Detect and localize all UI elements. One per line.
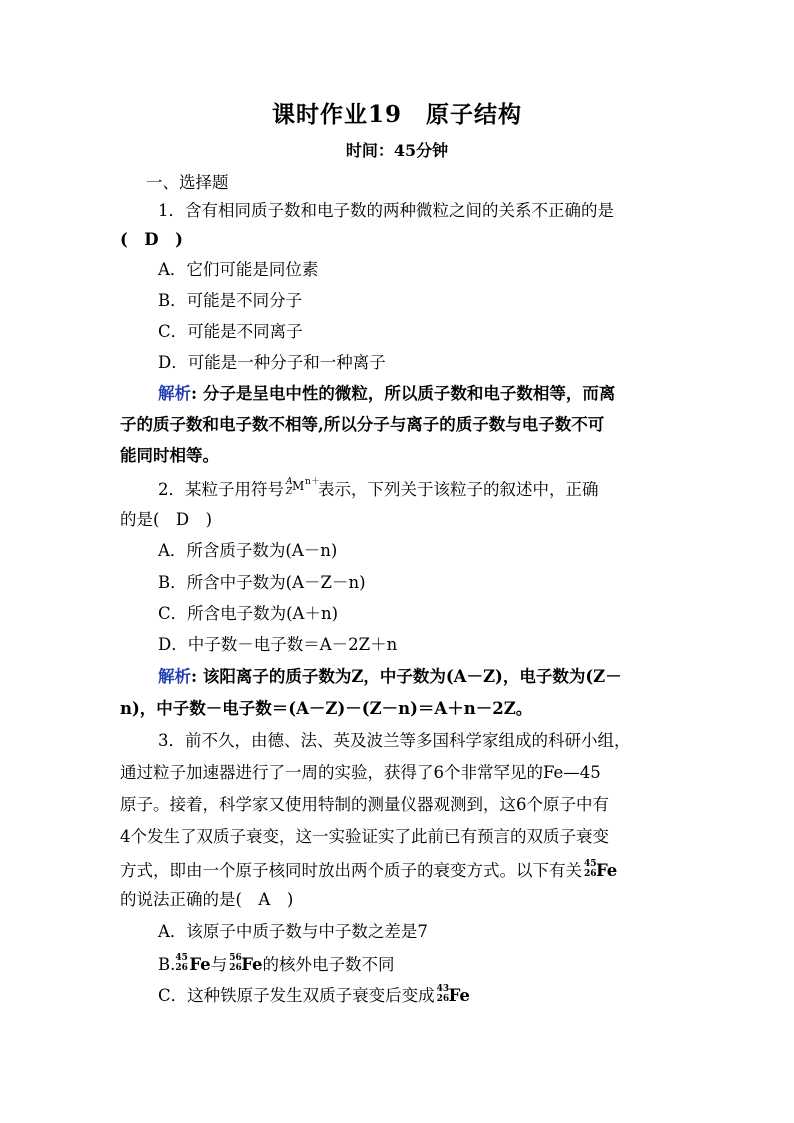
q3-option-a: A．该原子中质子数与中子数之差是7 bbox=[158, 922, 428, 941]
q3-line-1: 3．前不久，由德、法、英及波兰等多国科学家组成的科研小组， bbox=[158, 731, 631, 750]
q3-option-c: C．这种铁原子发生双质子衰变后变成 43 26 Fe bbox=[158, 984, 470, 1005]
time-limit: 时间：45分钟 bbox=[345, 141, 449, 160]
q1-option-d: D．可能是一种分子和一种离子 bbox=[158, 353, 386, 372]
q3-line-2: 通过粒子加速器进行了一周的实验，获得了6个非常罕见的Fe—45 bbox=[120, 763, 601, 782]
section-heading: 一、选择题 bbox=[146, 173, 229, 192]
q2-option-d: D．中子数－电子数＝A－2Z＋n bbox=[158, 635, 398, 654]
q2-option-c: C．所含电子数为(A＋n) bbox=[158, 604, 339, 623]
q2-analysis-line-2: n)，中子数－电子数＝(A－Z)－(Z－n)＝A＋n－2Z。 bbox=[120, 699, 533, 718]
q1-stem: 1．含有相同质子数和电子数的两种微粒之间的关系不正确的是 bbox=[158, 201, 614, 220]
q2-stem: 2．某粒子用符号 A Z M n＋ 表示，下列关于该粒子的叙述中，正确 bbox=[158, 477, 599, 499]
q2-ion-symbol: A Z M n＋ bbox=[286, 477, 320, 497]
q1-option-a: A．它们可能是同位素 bbox=[158, 260, 319, 279]
fe56-nuclide-notation: 56 26 bbox=[229, 953, 242, 973]
q3-line-4: 4个发生了双质子衰变，这一实验证实了此前已有预言的双质子衰变 bbox=[120, 827, 609, 846]
q2-option-a: A．所含质子数为(A－n) bbox=[158, 541, 338, 560]
page-title: 课时作业19 原子结构 bbox=[271, 101, 522, 128]
q3-option-b: B. 45 26 Fe与 56 26 Fe的核外电子数不同 bbox=[158, 953, 395, 974]
q1-analysis-line-2: 子的质子数和电子数不相等,所以分子与离子的质子数与电子数不可 bbox=[120, 415, 605, 434]
analysis-label: 解析 bbox=[158, 667, 191, 686]
q3-line-5: 方式，即由一个原子核同时放出两个质子的衰变方式。以下有关 45 26 Fe bbox=[120, 859, 618, 880]
fe43-nuclide-notation: 43 26 bbox=[436, 984, 450, 1004]
q1-option-c: C．可能是不同离子 bbox=[158, 322, 303, 341]
q1-answer: ( D ) bbox=[120, 230, 183, 249]
fe45-nuclide-notation: 45 26 bbox=[584, 859, 597, 879]
q2-option-b: B．所含中子数为(A－Z－n) bbox=[158, 573, 366, 592]
fe45-nuclide-notation: 45 26 bbox=[175, 953, 188, 973]
q2-analysis-line-1: 解析: 该阳离子的质子数为Z，中子数为(A－Z)，电子数为(Z－ bbox=[158, 667, 622, 686]
q1-analysis-line-1: 解析: 分子是呈电中性的微粒，所以质子数和电子数相等，而离 bbox=[158, 384, 616, 403]
q3-answer: 的说法正确的是( A ) bbox=[120, 890, 294, 909]
q2-answer: 的是( D ) bbox=[120, 510, 213, 529]
q1-option-b: B．可能是不同分子 bbox=[158, 291, 303, 310]
q1-analysis-line-3: 能同时相等。 bbox=[120, 446, 219, 465]
analysis-label: 解析 bbox=[158, 384, 191, 403]
q3-line-3: 原子。接着，科学家又使用特制的测量仪器观测到，这6个原子中有 bbox=[120, 795, 609, 814]
